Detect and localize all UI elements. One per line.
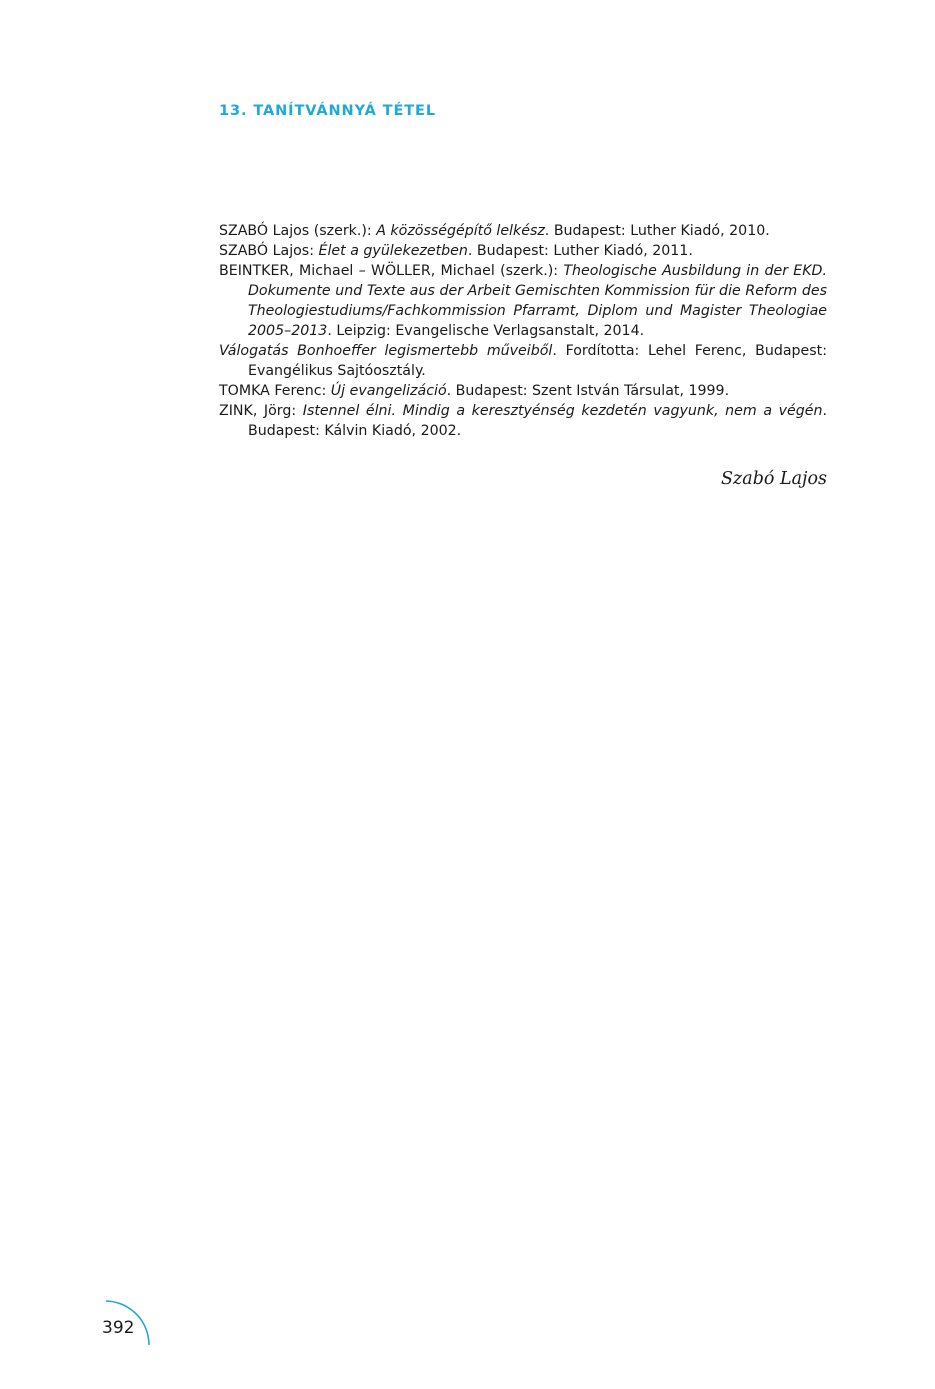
entry-title: Válogatás Bonhoeffer legismertebb műveiből: [219, 343, 553, 359]
entry-title: Theologische Ausbildung in der EKD. Dokumente und Texte aus der Arbeit Gemischten Kommission für die Reform des Theologiestudiums/Fachkommission Pfarramt, Diplom und Magister Theologiae 2005–2013: [248, 263, 827, 339]
entry-author: TOMKA Ferenc:: [219, 383, 331, 399]
bibliography-entry: [219, 341, 827, 381]
page-number: 392: [102, 1318, 135, 1338]
entry-publication: . Budapest: Luther Kiadó, 2011.: [467, 243, 693, 259]
entry-title: Élet a gyülekezetben: [318, 243, 468, 259]
bibliography-entry: [219, 381, 827, 401]
entry-title: Istennel élni. Mindig a keresztyénség kezdetén vagyunk, nem a végén: [302, 403, 823, 419]
entry-author: SZABÓ Lajos:: [219, 243, 319, 259]
entry-publication: . Budapest: Szent István Társulat, 1999.: [446, 383, 730, 399]
section-header: 13. TANÍTVÁNNYÁ TÉTEL: [219, 103, 436, 119]
entry-publication: . Budapest: Luther Kiadó, 2010.: [544, 223, 770, 239]
entry-author: SZABÓ Lajos (szerk.):: [219, 223, 377, 239]
bibliography-entry: [219, 241, 827, 261]
bibliography-entry: [219, 221, 827, 241]
author-signature: Szabó Lajos: [721, 469, 827, 489]
entry-publication: . Fordította: Lehel Ferenc, Budapest: Evangélikus Sajtóosztály.: [248, 343, 827, 379]
entry-publication: . Budapest: Kálvin Kiadó, 2002.: [248, 403, 827, 439]
entry-title: Új evangelizáció: [330, 383, 447, 399]
bibliography-list: [219, 221, 827, 441]
bibliography-entry: [219, 261, 827, 341]
entry-author: ZINK, Jörg:: [219, 403, 303, 419]
bibliography-entry: [219, 401, 827, 441]
entry-title: A közösségépítő lelkész: [376, 223, 545, 239]
entry-publication: . Leipzig: Evangelische Verlagsanstalt, 2014.: [327, 323, 645, 339]
entry-author: BEINTKER, Michael – WÖLLER, Michael (szerk.):: [219, 263, 564, 279]
